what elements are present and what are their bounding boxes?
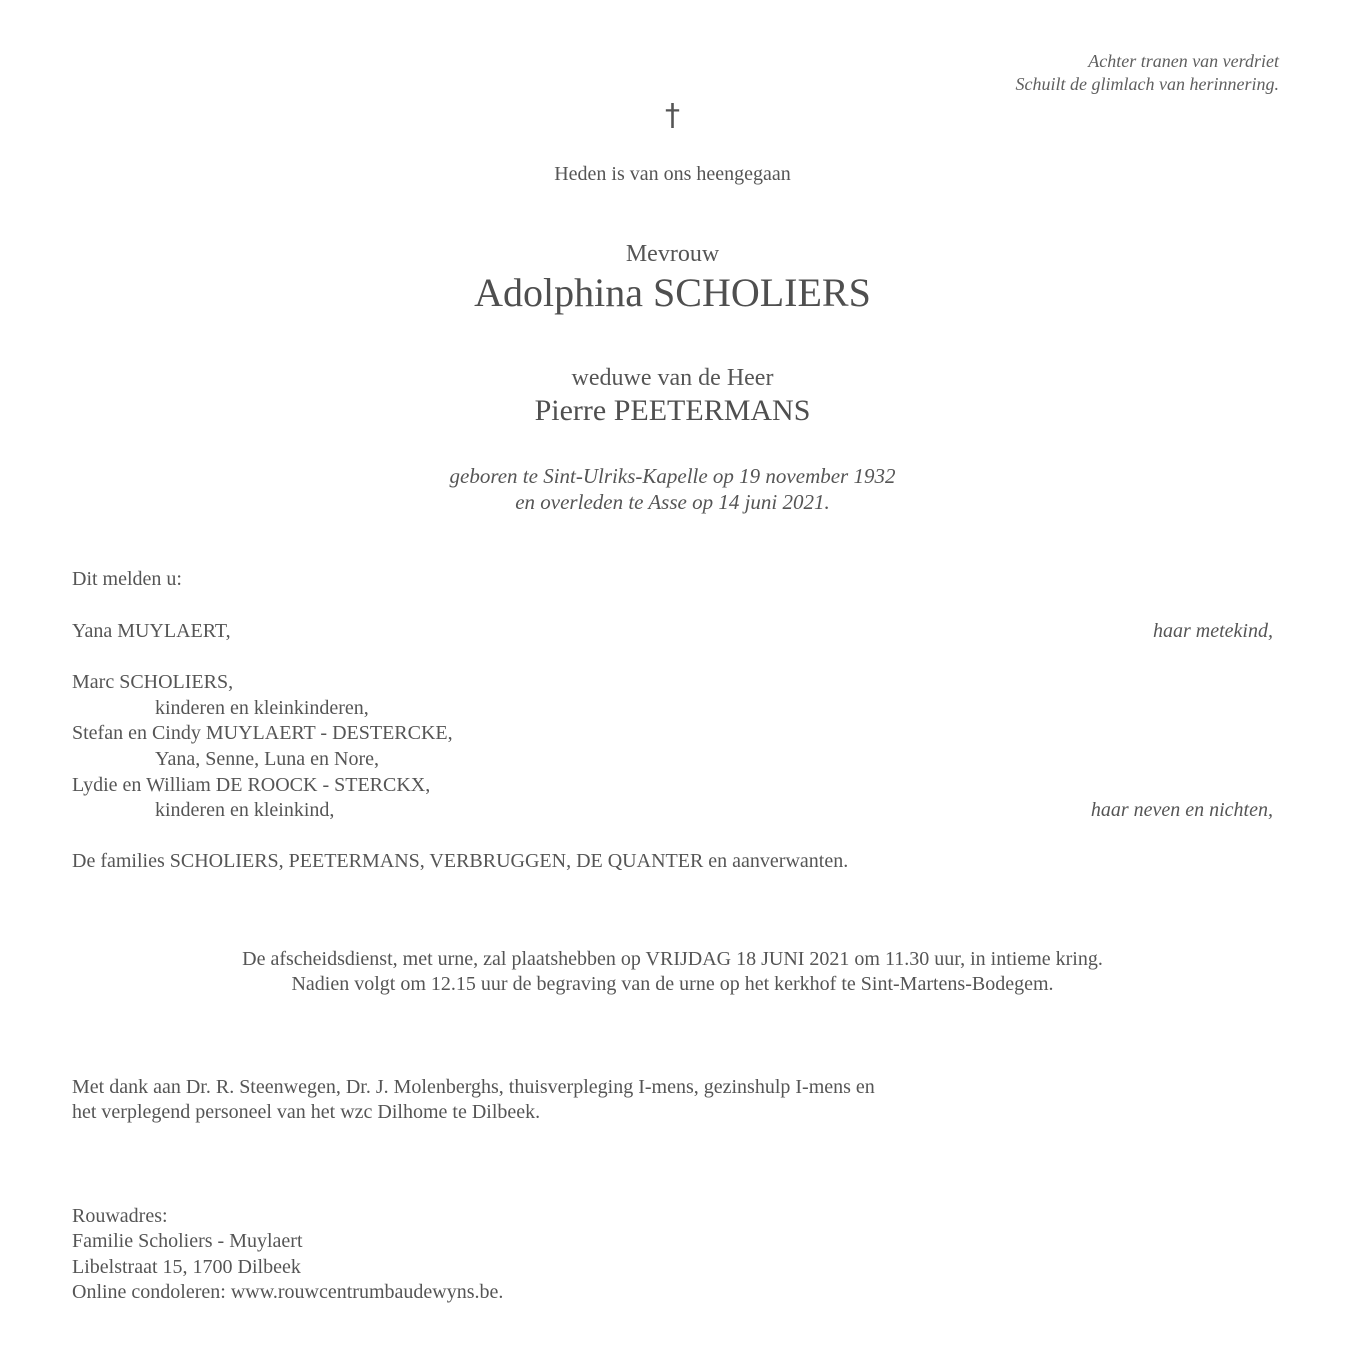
service-line-2: Nadien volgt om 12.15 uur de begraving van de urne op het kerkhof te Sint-Martens-Bodegem. [291, 973, 1054, 995]
mourner-1-sub: kinderen en kleinkinderen, [155, 697, 369, 719]
intro-text: Heden is van ons heengegaan [554, 163, 791, 185]
death-line: en overleden te Asse op 14 juni 2021. [515, 490, 830, 514]
mourner-1: Marc SCHOLIERS, [72, 671, 234, 693]
address-label: Rouwadres: [72, 1205, 168, 1227]
families-line: De families SCHOLIERS, PEETERMANS, VERBRUGGEN, DE QUANTER en aanverwanten. [72, 850, 849, 872]
quote-line-1: Achter tranen van verdriet [1088, 51, 1279, 71]
mourner-3: Lydie en William DE ROOCK - STERCKX, [72, 774, 431, 796]
online-condolence-link[interactable]: Online condoleren: www.rouwcentrumbaudewyns.be. [72, 1281, 504, 1303]
mourner-godchild: Yana MUYLAERT, [72, 620, 231, 642]
thanks-line-2: het verplegend personeel van het wzc Dilhome te Dilbeek. [72, 1101, 541, 1123]
service-line-1: De afscheidsdienst, met urne, zal plaatshebben op VRIJDAG 18 JUNI 2021 om 11.30 uur, in intieme kring. [242, 948, 1103, 970]
address-street: Libelstraat 15, 1700 Dilbeek [72, 1256, 301, 1278]
quote-block [1016, 50, 1279, 96]
deceased-name: Adolphina SCHOLIERS [474, 270, 871, 315]
birth-line: geboren te Sint-Ulriks-Kapelle op 19 november 1932 [449, 464, 896, 488]
thanks-line-1: Met dank aan Dr. R. Steenwegen, Dr. J. Molenberghs, thuisverpleging I-mens, gezinshulp I-mens en [72, 1076, 875, 1098]
spouse-name: Pierre PEETERMANS [534, 394, 811, 427]
announce-text: Dit melden u: [72, 568, 182, 590]
widow-of-text: weduwe van de Heer [571, 365, 774, 391]
nephews-role: haar neven en nichten, [1090, 799, 1273, 821]
address-family: Familie Scholiers - Muylaert [72, 1230, 303, 1252]
quote-line-2: Schuilt de glimlach van herinnering. [1015, 74, 1279, 94]
cross-icon: † [665, 98, 680, 133]
mourner-2-sub: Yana, Senne, Luna en Nore, [155, 748, 380, 770]
mourner-3-sub: kinderen en kleinkind, [155, 799, 335, 821]
mourner-2: Stefan en Cindy MUYLAERT - DESTERCKE, [72, 722, 453, 744]
mourner-godchild-role: haar metekind, [1153, 620, 1273, 642]
deceased-title: Mevrouw [625, 241, 720, 267]
